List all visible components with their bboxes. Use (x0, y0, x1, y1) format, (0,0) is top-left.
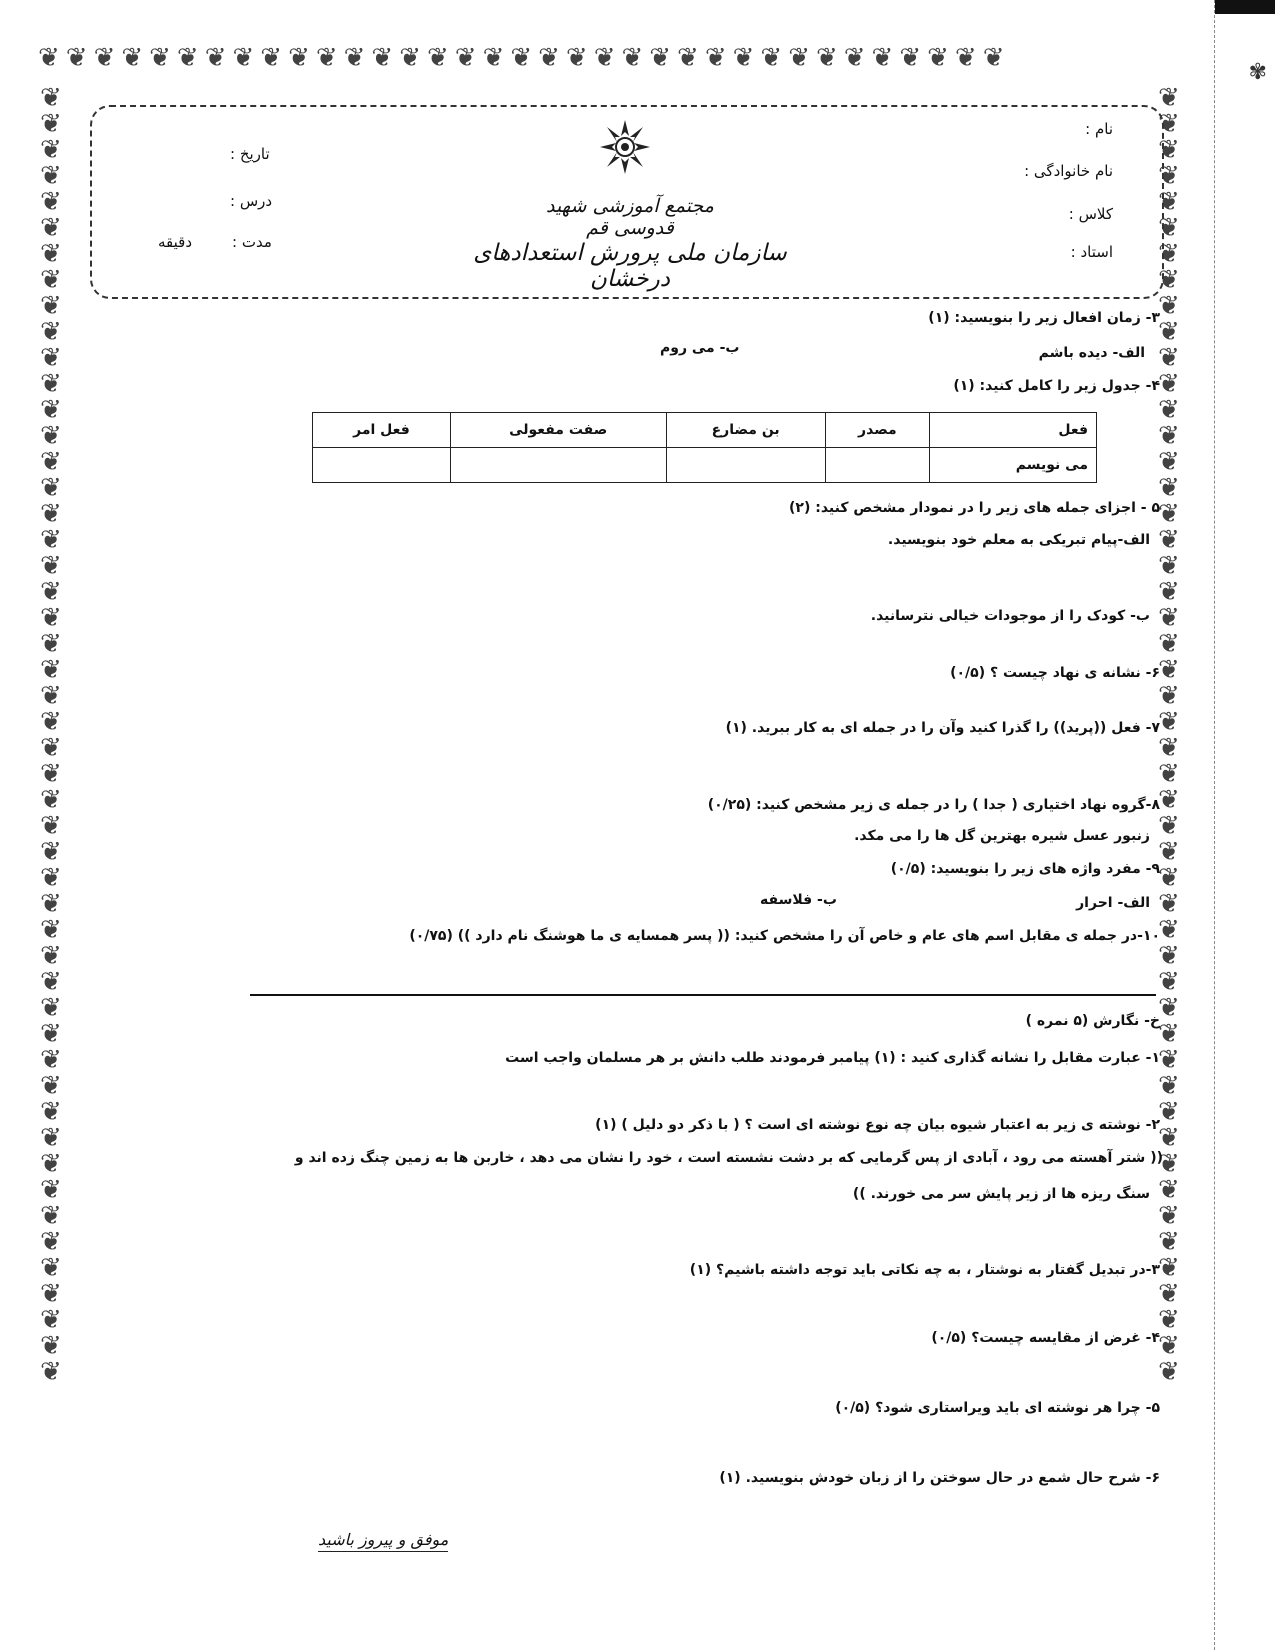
lesson-label: درس : (230, 192, 273, 210)
question-7: ۷- فعل ((پرید)) را گذرا کنید وآن را در جمله ای به کار ببرید. (۱) (725, 720, 1160, 736)
writing-question-2-quote-line-1: (( شتر آهسته می رود ، آبادی از پس گرمایی که بر دشت نشسته است ، خود را نشان می دهد ، خاربن ها به زمین چنگ زده اند و (294, 1150, 1163, 1166)
question-9-a: الف- احرار (1076, 895, 1150, 911)
table-header-cell: فعل (929, 413, 1096, 448)
table-cell: می نویسم (929, 448, 1096, 483)
question-6: ۶- نشانه ی نهاد چیست ؟ (۰/۵) (950, 665, 1160, 681)
scan-edge-strip (1214, 0, 1275, 1650)
school-name: مجتمع آموزشی شهید قدوسی قم (546, 195, 714, 239)
question-8: ۸-گروه نهاد اختیاری ( جدا ) را در جمله ی زیر مشخص کنید: (۰/۲۵) (707, 797, 1160, 813)
school-emblem-icon (598, 118, 652, 176)
question-3-b: ب- می روم (660, 340, 740, 356)
table-header-row (313, 413, 1097, 448)
question-3-a: الف- دیده باشم (1038, 345, 1145, 361)
question-5-a: الف-پیام تبریکی به معلم خود بنویسید. (887, 532, 1150, 548)
writing-question-4: ۴- غرض از مقایسه چیست؟ (۰/۵) (931, 1330, 1160, 1346)
table-cell (825, 448, 929, 483)
ornament-icon: ✾ (1248, 60, 1267, 85)
table-cell (666, 448, 825, 483)
writing-question-3: ۳-در تبدیل گفتار به نوشتار ، به چه نکاتی باید توجه داشته باشیم؟ (۱) (689, 1262, 1160, 1278)
table-cell (450, 448, 666, 483)
writing-question-2: ۲- نوشته ی زیر به اعتبار شیوه بیان چه نوع نوشته ای است ؟ ( با ذکر دو دلیل ) (۱) (595, 1117, 1160, 1133)
writing-question-2-quote-line-2: سنگ ریزه ها از زیر پایش سر می خورند. )) (852, 1186, 1150, 1202)
table-header-cell: صفت مفعولی (450, 413, 666, 448)
question-9: ۹- مفرد واژه های زیر را بنویسید: (۰/۵) (890, 861, 1160, 877)
farewell-note: موفق و پیروز باشید (318, 1530, 448, 1552)
question-5-b: ب- کودک را از موجودات خیالی نترسانید. (870, 608, 1150, 624)
name-label: نام : (1085, 120, 1113, 138)
writing-question-5: ۵- چرا هر نوشته ای باید ویراستاری شود؟ (۰/۵) (835, 1400, 1160, 1416)
question-3: ۳- زمان افعال زیر را بنویسید: (۱) (928, 310, 1160, 326)
question-9-b: ب- فلاسفه (760, 892, 837, 908)
writing-section-title: خ- نگارش (۵ نمره ) (1025, 1013, 1160, 1029)
writing-question-6: ۶- شرح حال شمع در حال سوختن را از زبان خودش بنویسید. (۱) (719, 1470, 1160, 1486)
table-cell (313, 448, 451, 483)
decorative-border-top: ❦❦❦❦❦❦❦❦❦❦❦❦❦❦❦❦❦❦❦❦❦❦❦❦❦❦❦❦❦❦❦❦❦❦❦ (38, 45, 1011, 73)
verb-table (312, 412, 1097, 483)
table-row (313, 448, 1097, 483)
scan-edge-mark (1215, 0, 1275, 14)
question-4: ۴- جدول زیر را کامل کنید: (۱) (953, 378, 1160, 394)
question-10: ۱۰-در جمله ی مقابل اسم های عام و خاص آن را مشخص کنید: (( پسر همسایه ی ما هوشنگ نام دارد )) (۰/۷۵) (409, 928, 1160, 944)
decorative-border-left: ❦❦❦❦❦❦❦❦❦❦❦❦❦❦❦❦❦❦❦❦❦❦❦❦❦❦❦❦❦❦❦❦❦❦❦❦❦❦❦❦❦❦❦❦❦❦❦❦❦❦ (40, 85, 68, 1387)
section-divider (250, 994, 1156, 996)
table-header-cell: فعل امر (313, 413, 451, 448)
duration-label: مدت : (232, 233, 272, 251)
class-label: کلاس : (1068, 205, 1113, 223)
family-label: نام خانوادگی : (1024, 162, 1113, 180)
writing-question-1: ۱- عبارت مقابل را نشانه گذاری کنید : (۱) پیامبر فرمودند طلب دانش بر هر مسلمان واجب است (505, 1050, 1160, 1066)
organization-name: سازمان ملی پرورش استعدادهای درخشان (473, 240, 787, 292)
question-5: ۵ - اجزای جمله های زیر را در نمودار مشخص کنید: (۲) (789, 500, 1160, 516)
decorative-border-right: ❦❦❦❦❦❦❦❦❦❦❦❦❦❦❦❦❦❦❦❦❦❦❦❦❦❦❦❦❦❦❦❦❦❦❦❦❦❦❦❦❦❦❦❦❦❦❦❦❦❦ (1158, 85, 1186, 1387)
table-header-cell: مصدر (825, 413, 929, 448)
teacher-label: استاد : (1070, 243, 1113, 261)
question-8-sentence: زنبور عسل شیره بهترین گل ها را می مکد. (854, 828, 1150, 844)
date-label: تاریخ : (230, 145, 270, 163)
table-header-cell: بن مضارع (666, 413, 825, 448)
duration-unit: دقیقه (158, 233, 193, 251)
